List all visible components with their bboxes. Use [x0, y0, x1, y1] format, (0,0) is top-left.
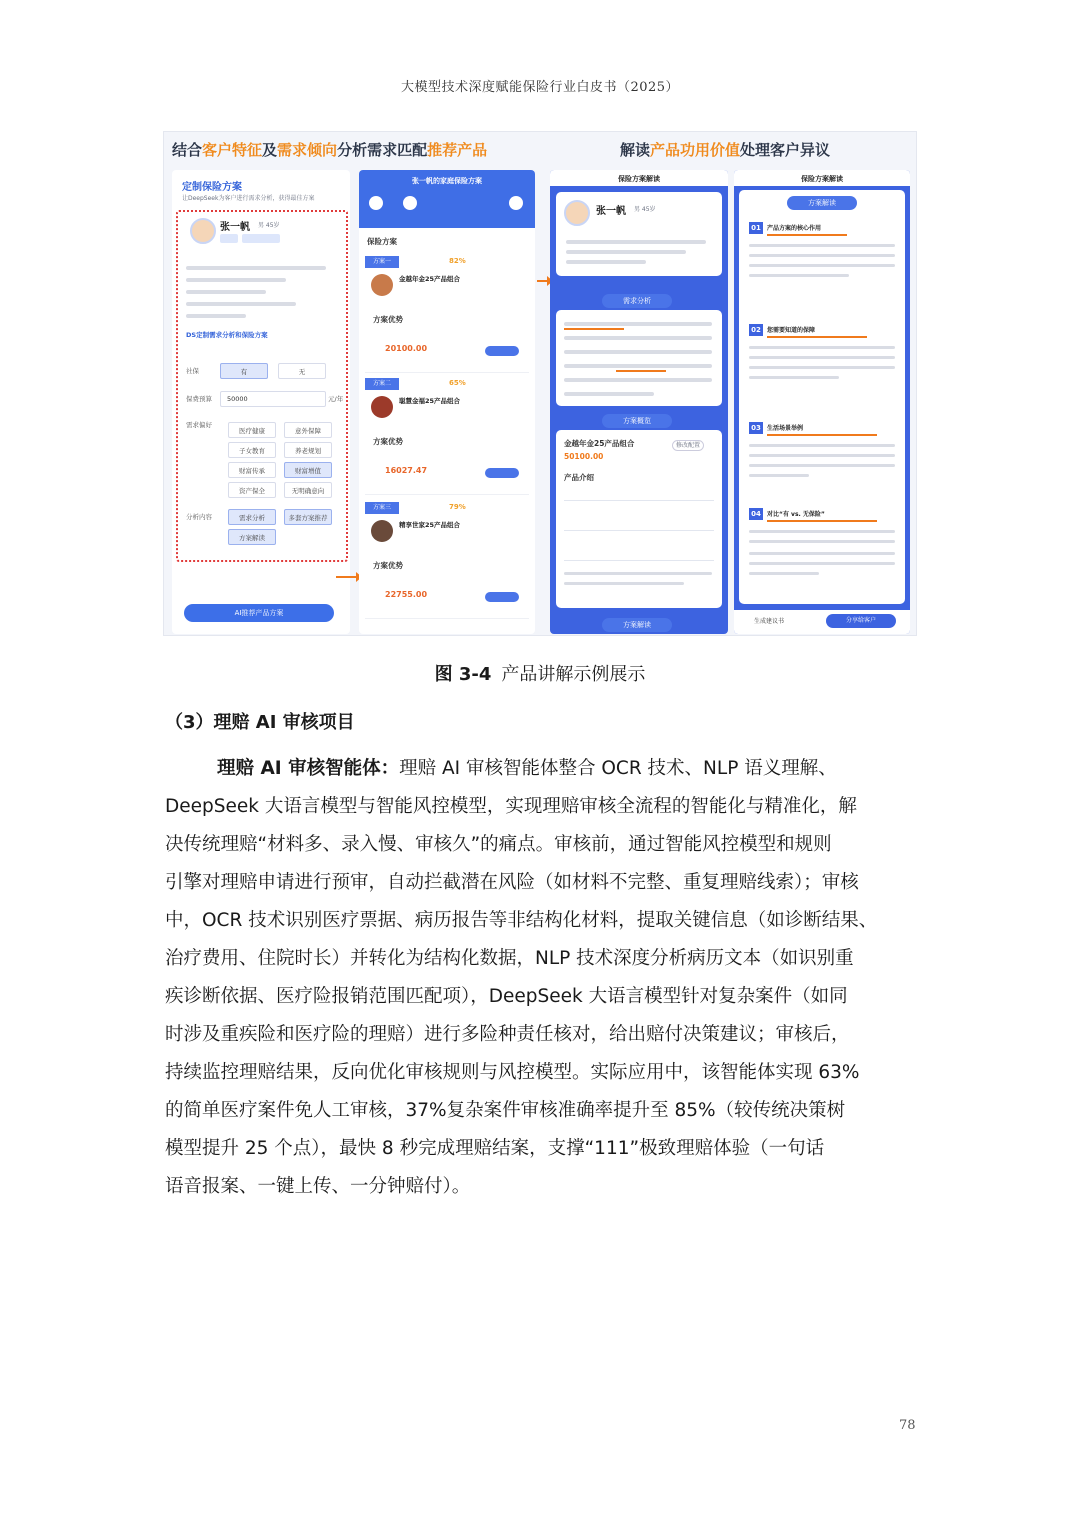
text-placeholder-line — [564, 364, 712, 368]
text-placeholder-line — [564, 582, 684, 585]
item-title: 您需要知道的保障 — [767, 327, 816, 334]
customer-avatar — [190, 218, 216, 244]
text-placeholder-line — [749, 464, 895, 467]
social-no-label: 无 — [298, 368, 306, 376]
analysis-option[interactable] — [284, 509, 332, 525]
text-placeholder-line — [186, 266, 326, 270]
plan-thumbnail — [371, 274, 393, 296]
ds-analysis-title: DS定制需求分析和保险方案 — [186, 331, 268, 339]
running-header: 大模型技术深度赋能保险行业白皮书（2025） — [400, 80, 680, 95]
need-option[interactable] — [228, 442, 276, 458]
panel1-title: 定制保险方案 — [182, 182, 242, 193]
text-placeholder-line — [186, 278, 286, 282]
panel4-footer — [734, 610, 910, 634]
table-row-line — [564, 530, 714, 531]
panel-plan-interpretation — [550, 170, 728, 634]
flow-arrow — [336, 576, 358, 578]
analysis-option-label: 方案解读 — [239, 534, 265, 542]
text-placeholder-line — [749, 530, 895, 533]
text-placeholder-line — [186, 302, 296, 306]
banner-left-part: 结合 — [172, 141, 203, 159]
text-placeholder-line — [749, 366, 895, 369]
analysis-option-label: 多套方案推荐 — [288, 514, 328, 522]
plan-match-percent: 65% — [449, 379, 466, 387]
need-option-label: 无明确意向 — [291, 487, 325, 495]
text-placeholder-line — [564, 572, 712, 575]
analysis-option-label: 需求分析 — [239, 514, 265, 522]
ai-recommend-button[interactable]: AI推荐产品方案 — [184, 604, 334, 622]
text-placeholder-line — [566, 260, 646, 264]
panel3-header-title: 保险方案解读 — [618, 175, 660, 183]
customer-name: 张一帆 — [220, 222, 250, 233]
caption-label: 图 3-4 — [434, 664, 492, 685]
text-placeholder-line — [564, 392, 654, 396]
need-option-label: 养老规划 — [295, 447, 321, 455]
need-option[interactable] — [284, 482, 332, 498]
generate-proposal-button[interactable]: 生成建议书 — [754, 618, 785, 625]
paragraph-line-text: 理赔 AI 审核智能体整合 OCR 技术、NLP 语义理解、 — [399, 758, 837, 779]
plan-thumbnail — [371, 396, 393, 418]
item-number: 01 — [749, 222, 763, 234]
home-icon[interactable] — [369, 196, 383, 210]
plan-card[interactable] — [365, 376, 529, 495]
paragraph-line: DeepSeek 大语言模型与智能风控模型，实现理赔审核全流程的智能化与精准化，解 — [165, 796, 857, 817]
flow-arrow — [537, 280, 549, 282]
plan-detail-button[interactable] — [485, 592, 519, 602]
person-icon[interactable] — [403, 196, 417, 210]
paragraph-line: 治疗费用、住院时长）并转化为结构化数据，NLP 技术深度分析病历文本（如识别重 — [165, 948, 854, 969]
budget-label: 保费预算 — [186, 395, 212, 403]
budget-unit: 元/年 — [328, 395, 344, 403]
caption-text: 产品讲解示例展示 — [501, 664, 646, 685]
figure-banner — [164, 132, 916, 166]
plan-detail-button[interactable] — [485, 468, 519, 478]
customer-tag — [220, 234, 238, 243]
need-option-label: 资产保全 — [239, 487, 265, 495]
panel-custom-plan — [172, 170, 350, 634]
highlight-underline — [767, 520, 877, 522]
banner-left-part: 及 — [262, 141, 278, 159]
plan-detail-button[interactable] — [485, 346, 519, 356]
banner-right-text — [620, 139, 830, 160]
item-title: 生活场景举例 — [767, 425, 804, 432]
analysis-label: 分析内容 — [186, 513, 212, 521]
plan-match-percent: 79% — [449, 503, 466, 511]
product-price: 50100.00 — [564, 452, 604, 461]
highlight-underline — [616, 370, 666, 372]
figure-product-explanation — [163, 131, 917, 636]
plan-price: 16027.47 — [385, 466, 428, 475]
text-placeholder-line — [186, 314, 246, 318]
paragraph-line: 中，OCR 技术识别医疗票据、病历报告等非结构化材料，提取关键信息（如诊断结果、 — [165, 910, 878, 931]
social-label: 社保 — [186, 367, 199, 375]
need-option[interactable] — [228, 462, 276, 478]
table-row-line — [564, 500, 714, 501]
product-intro-title: 产品介绍 — [564, 473, 594, 482]
social-no-option[interactable] — [278, 363, 326, 379]
text-placeholder-line — [564, 322, 712, 326]
plan-price: 20100.00 — [385, 344, 428, 353]
analysis-option[interactable] — [228, 529, 276, 545]
plan-tag: 方案三 — [365, 502, 399, 514]
item-title: 产品方案的核心作用 — [767, 225, 822, 232]
text-placeholder-line — [749, 274, 849, 277]
panel4-header-title: 保险方案解读 — [801, 175, 843, 183]
customer-card — [556, 192, 722, 276]
text-placeholder-line — [749, 356, 895, 359]
paragraph-line: 模型提升 25 个点），最快 8 秒完成理赔结案，支撑“111”极致理赔体验（一句话 — [165, 1138, 825, 1159]
text-placeholder-line — [749, 376, 839, 379]
need-option[interactable] — [284, 422, 332, 438]
plan-card[interactable] — [365, 500, 529, 619]
section-heading: （3）理赔 AI 审核项目 — [165, 712, 355, 733]
banner-left-highlight: 推荐产品 — [427, 141, 488, 159]
analysis-option[interactable] — [228, 509, 276, 525]
need-option-label: 财富传承 — [239, 467, 265, 475]
needs-label: 需求偏好 — [186, 421, 212, 429]
customer-name: 张一帆 — [596, 206, 626, 217]
overview-card — [556, 430, 722, 608]
plan-match-percent: 82% — [449, 257, 466, 265]
highlight-underline — [767, 336, 867, 338]
banner-right-highlight: 产品功用价值 — [650, 141, 741, 159]
text-placeholder-line — [564, 336, 712, 340]
paragraph-lead: 理赔 AI 审核智能体： — [217, 758, 400, 779]
text-placeholder-line — [566, 250, 686, 254]
text-placeholder-line — [749, 254, 895, 257]
paragraph-line: 引擎对理赔申请进行预审，自动拦截潜在风险（如材料不完整、重复理赔线索）；审核 — [165, 872, 859, 893]
need-option[interactable] — [228, 422, 276, 438]
text-placeholder-line — [749, 264, 895, 267]
panel-plan-interpretation-detail — [734, 170, 910, 634]
need-option-label: 子女教育 — [239, 447, 265, 455]
need-analysis-card — [556, 310, 722, 406]
text-placeholder-line — [749, 562, 895, 565]
banner-right-part: 处理客户异议 — [740, 141, 831, 159]
item-title: 对比“有 vs. 无保险” — [767, 511, 825, 518]
need-analysis-pill: 需求分析 — [602, 294, 672, 308]
paragraph-line: 时涉及重疾险和医疗险的理赔）进行多险种责任核对，给出赔付决策建议；审核后， — [165, 1024, 850, 1045]
plan-tag: 方案一 — [365, 256, 399, 268]
need-option-label: 财富增值 — [295, 467, 321, 475]
paragraph-line: 持续监控理赔结果，反向优化审核规则与风控模型。实际应用中，该智能体实现 63% — [165, 1062, 860, 1083]
item-number: 03 — [749, 422, 763, 434]
paragraph-line: 的简单医疗案件免人工审核，37%复杂案件审核准确率提升至 85%（较传统决策树 — [165, 1100, 846, 1121]
plan-advantage-title: 方案优势 — [373, 561, 403, 570]
banner-left-part: 匹配 — [397, 141, 428, 159]
social-yes-option[interactable] — [220, 363, 268, 379]
body-paragraph — [165, 750, 917, 1206]
need-option[interactable] — [228, 482, 276, 498]
banner-right-part: 解读 — [620, 141, 651, 159]
banner-left-text — [172, 139, 487, 160]
text-placeholder-line — [186, 290, 266, 294]
table-row-line — [564, 560, 714, 561]
customer-tag — [242, 234, 280, 243]
need-option[interactable] — [284, 462, 332, 478]
highlight-underline — [767, 434, 877, 436]
plan-thumbnail — [371, 520, 393, 542]
need-option-label: 意外保障 — [295, 427, 321, 435]
panel1-subtitle: 让DeepSeek为客户进行需求分析，获得最佳方案 — [182, 195, 315, 202]
paragraph-line: 语音报案、一键上传、一分钟赔付）。 — [165, 1176, 471, 1197]
paragraph-line: 疾诊断依据、医疗险报销范围匹配项），DeepSeek 大语言模型针对复杂案件（如同 — [165, 986, 848, 1007]
item-number: 04 — [749, 508, 763, 520]
need-option-label: 医疗健康 — [239, 427, 265, 435]
budget-value: 50000 — [227, 395, 248, 403]
mail-icon[interactable] — [509, 196, 523, 210]
need-option[interactable] — [284, 442, 332, 458]
banner-left-highlight: 需求倾向 — [277, 141, 338, 159]
interpretation-pill: 方案解读 — [602, 618, 672, 632]
customer-avatar — [564, 200, 590, 226]
plan-name: 金越年金25产品组合 — [399, 275, 461, 283]
banner-left-part: 分析需求 — [337, 141, 398, 159]
text-placeholder-line — [749, 572, 819, 575]
plan-card[interactable] — [365, 254, 529, 373]
text-placeholder-line — [749, 454, 895, 457]
customer-age: 男 45岁 — [634, 206, 656, 213]
page-number: 78 — [899, 1418, 916, 1433]
panel2-header — [359, 170, 535, 228]
budget-input[interactable] — [220, 391, 326, 407]
plan-section-title: 保险方案 — [367, 237, 397, 246]
highlight-underline — [767, 234, 847, 236]
modify-config-button[interactable]: 修改配置 — [672, 440, 704, 451]
text-placeholder-line — [564, 378, 712, 382]
social-yes-label: 有 — [240, 368, 248, 376]
item-number: 02 — [749, 324, 763, 336]
share-to-customer-button[interactable]: 分享给客户 — [826, 614, 896, 628]
interpretation-pill: 方案解读 — [787, 196, 857, 210]
banner-left-highlight: 客户特征 — [202, 141, 263, 159]
customer-age: 男 45岁 — [258, 222, 280, 229]
plan-tag: 方案二 — [365, 378, 399, 390]
text-placeholder-line — [564, 350, 712, 354]
text-placeholder-line — [749, 444, 895, 447]
paragraph-line: 决传统理赔“材料多、录入慢、审核久”的痛点。审核前，通过智能风控模型和规则 — [165, 834, 832, 855]
text-placeholder-line — [749, 244, 895, 247]
interpretation-card — [739, 190, 905, 604]
text-placeholder-line — [749, 346, 895, 349]
text-placeholder-line — [749, 474, 809, 477]
plan-name: 精享世家25产品组合 — [399, 521, 461, 529]
paragraph-line — [165, 750, 917, 788]
highlight-underline — [564, 328, 624, 330]
plan-advantage-title: 方案优势 — [373, 315, 403, 324]
plan-name: 聪慧金福25产品组合 — [399, 397, 461, 405]
panel2-header-title: 张一帆的家庭保险方案 — [412, 177, 482, 185]
plan-advantage-title: 方案优势 — [373, 437, 403, 446]
text-placeholder-line — [749, 540, 895, 543]
text-placeholder-line — [566, 240, 706, 244]
figure-caption — [0, 660, 1080, 686]
product-name: 金越年金25产品组合 — [564, 439, 635, 448]
text-placeholder-line — [749, 552, 895, 555]
overview-pill: 方案概览 — [602, 414, 672, 428]
plan-price: 22755.00 — [385, 590, 428, 599]
panel-family-plan — [359, 170, 535, 634]
